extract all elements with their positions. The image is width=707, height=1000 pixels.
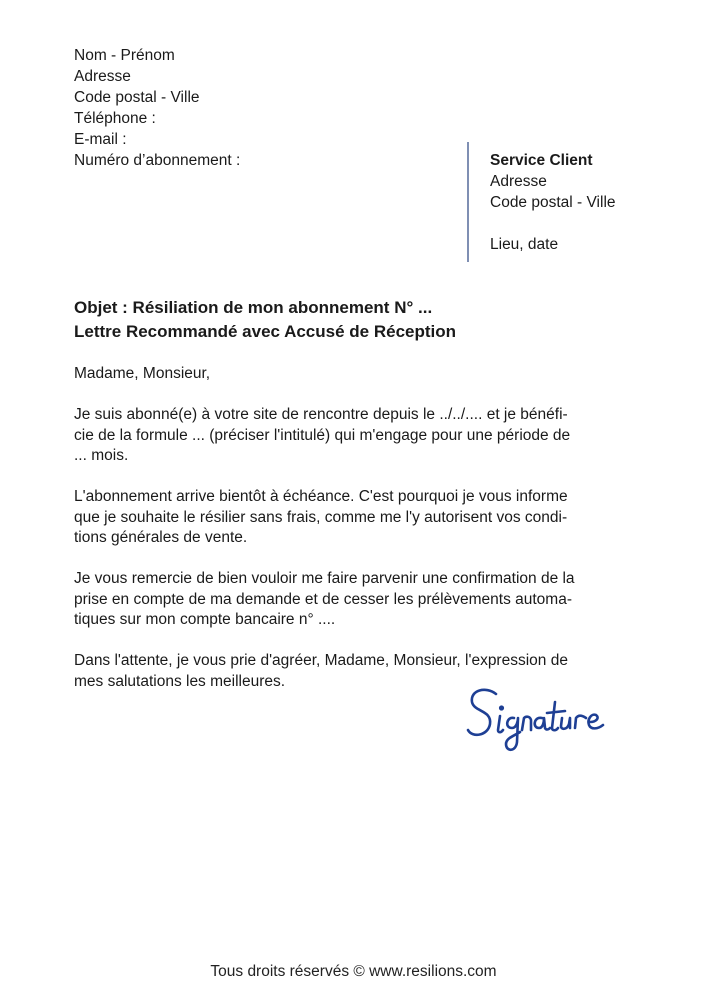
paragraph-line: Je vous remercie de bien vouloir me faire parvenir une confirmation de la	[74, 570, 575, 587]
sender-email: E-mail :	[74, 131, 127, 148]
recipient-postal-city: Code postal - Ville	[490, 194, 616, 211]
sender-phone: Téléphone :	[74, 110, 156, 127]
delivery-mode-line: Lettre Recommandé avec Accusé de Réception	[74, 322, 457, 341]
paragraph-line: tiques sur mon compte bancaire n° ....	[74, 611, 336, 628]
subject-line: Objet : Résiliation de mon abonnement N° ...	[74, 298, 433, 317]
handwritten-signature	[462, 680, 637, 760]
paragraph-line: Dans l'attente, je vous prie d'agréer, Madame, Monsieur, l'expression de	[74, 652, 568, 669]
sender-address: Adresse	[74, 68, 131, 85]
recipient-address: Adresse	[490, 173, 547, 190]
paragraph-termination	[74, 487, 634, 549]
recipient-block	[490, 150, 616, 255]
place-date: Lieu, date	[490, 236, 559, 253]
paragraph-line: que je souhaite le résilier sans frais, comme me l'y autorisent vos condi-	[74, 508, 568, 526]
salutation: Madame, Monsieur,	[74, 365, 211, 382]
sender-subscription-number: Numéro d’abonnement :	[74, 152, 241, 169]
subject-block	[74, 296, 456, 344]
recipient-divider	[467, 142, 469, 262]
paragraph-confirmation	[74, 569, 634, 631]
sender-block	[74, 45, 240, 171]
recipient-name: Service Client	[490, 152, 593, 169]
paragraph-line: L'abonnement arrive bientôt à échéance. C'est pourquoi je vous informe	[74, 488, 568, 505]
sender-name: Nom - Prénom	[74, 47, 175, 64]
paragraph-line: mes salutations les meilleures.	[74, 672, 286, 690]
letter-body	[74, 364, 634, 713]
footer-copyright: Tous droits réservés © www.resilions.com	[210, 963, 497, 980]
paragraph-line: prise en compte de ma demande et de cesser les prélèvements automa-	[74, 590, 572, 608]
paragraph-line: cie de la formule ... (préciser l'intitulé) qui m'engage pour une période de	[74, 426, 571, 444]
paragraph-line: ... mois.	[74, 447, 129, 464]
sender-postal-city: Code postal - Ville	[74, 89, 200, 106]
paragraph-line: Je suis abonné(e) à votre site de rencontre depuis le ../../.... et je bénéfi-	[74, 406, 568, 423]
paragraph-line: tions générales de vente.	[74, 529, 248, 546]
paragraph-subscription	[74, 405, 634, 467]
